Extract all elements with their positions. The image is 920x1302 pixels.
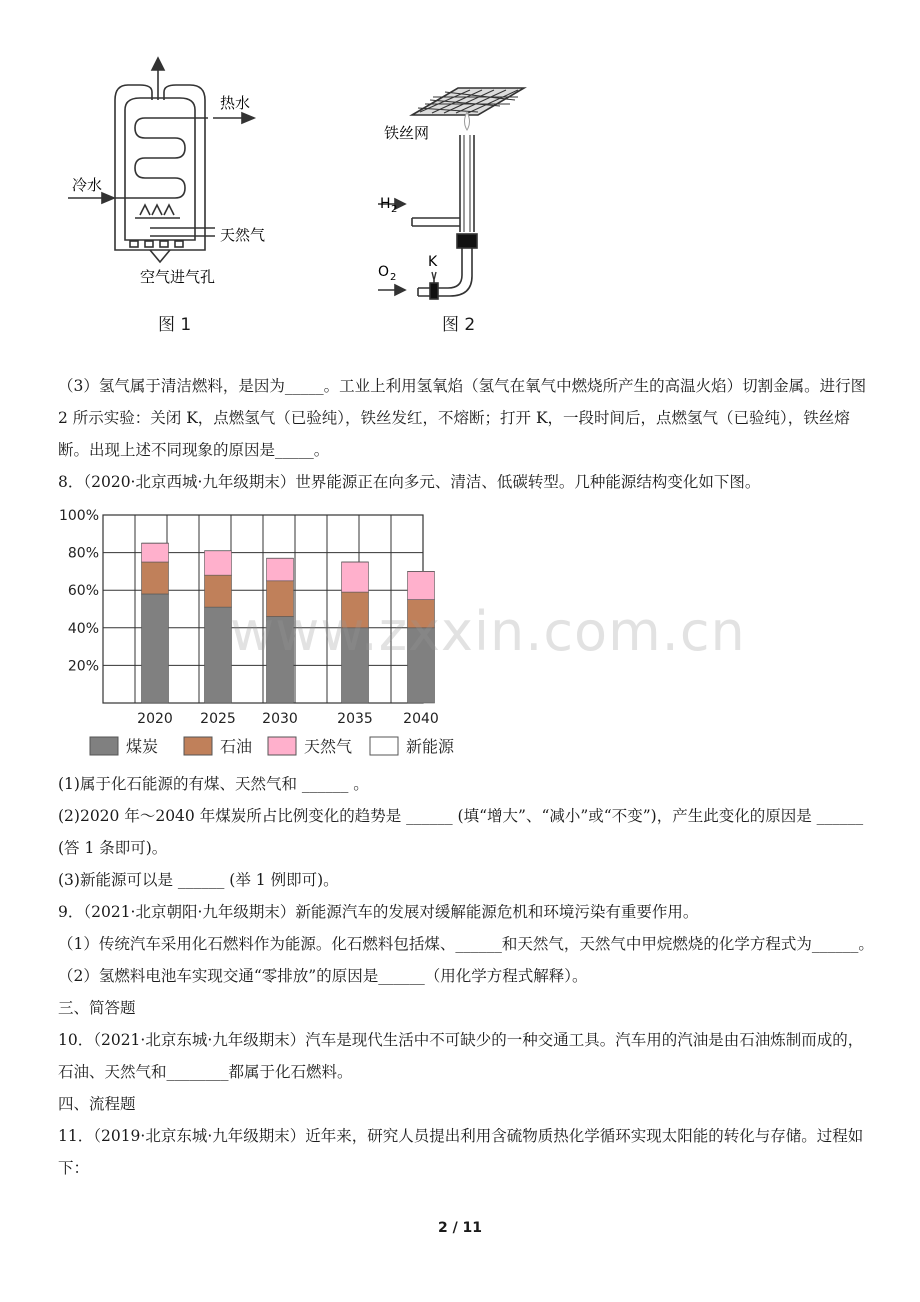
air-inlet-label: 空气进气孔 <box>140 268 216 286</box>
wire-mesh-label: 铁丝网 <box>384 124 430 142</box>
question-block-bottom <box>58 768 878 1184</box>
page-number: 2 / 11 <box>437 1220 483 1236</box>
bar-segment-2035 <box>342 592 369 628</box>
legend-label: 天然气 <box>304 737 353 756</box>
y-tick-label: 80% <box>67 545 99 562</box>
bar-segment-2025 <box>205 575 232 607</box>
y-tick-label: 60% <box>67 583 99 600</box>
apparatus-svg <box>0 0 920 345</box>
h2-label: H <box>380 196 391 212</box>
energy-structure-chart <box>58 500 478 765</box>
question-block-top <box>58 370 878 498</box>
cold-water-label: 冷水 <box>72 176 103 194</box>
figure-2-caption: 图 2 <box>442 315 476 335</box>
legend-label: 煤炭 <box>126 737 159 756</box>
x-tick-label: 2035 <box>337 711 373 727</box>
bar-segment-2020 <box>142 594 169 703</box>
question-8-part-3: (3)新能源可以是 ______ (举 1 例即可)。 <box>58 871 339 889</box>
bar-segment-2040 <box>408 571 435 599</box>
question-11: 11．（2019·北京东城·九年级期末）近年来，研究人员提出利用含硫物质热化学循环实现太阳能的转化与存储。过程如下： <box>58 1127 864 1177</box>
natural-gas-label: 天然气 <box>220 226 266 244</box>
legend-swatch <box>370 737 398 755</box>
x-tick-label: 2040 <box>403 711 439 727</box>
y-tick-label: 20% <box>67 658 99 675</box>
question-10: 10．（2021·北京东城·九年级期末）汽车是现代生活中不可缺少的一种交通工具。汽车用的汽油是由石油炼制而成的，石油、天然气和________都属于化石燃料。 <box>58 1031 864 1081</box>
question-8-part-1: (1)属于化石能源的有煤、天然气和 ______ 。 <box>58 775 369 793</box>
section-4-heading: 四、流程题 <box>58 1095 136 1113</box>
legend-swatch <box>90 737 118 755</box>
hydrogen-flame-diagram <box>378 88 524 299</box>
section-3-heading: 三、简答题 <box>58 999 136 1017</box>
bar-segment-2025 <box>205 551 232 575</box>
y-tick-label: 40% <box>67 620 99 637</box>
apparatus-figures <box>0 0 920 345</box>
legend-label: 石油 <box>220 737 253 756</box>
bar-segment-2030 <box>267 617 294 703</box>
figure-1-caption: 图 1 <box>158 315 192 335</box>
question-9-part-2: （2）氢燃料电池车实现交通“零排放”的原因是______（用化学方程式解释）。 <box>58 967 588 985</box>
question-8: 8．（2020·北京西城·九年级期末）世界能源正在向多元、清洁、低碳转型。几种能源结构变化如下图。 <box>58 473 761 491</box>
question-8-part-2: (2)2020 年～2040 年煤炭所占比例变化的趋势是 ______ (填“增大”、“减小”或“不变”)，产生此变化的原因是 ______ (答 1 条即可)。 <box>58 807 864 857</box>
o2-label: O <box>378 264 390 280</box>
bar-segment-2030 <box>267 558 294 581</box>
bar-segment-2040 <box>408 628 435 703</box>
h2-subscript: 2 <box>391 204 398 215</box>
question-7-part-3: （3）氢气属于清洁燃料，是因为_____。工业上利用氢氧焰（氢气在氧气中燃烧所产生的高温火焰）切割金属。进行图 2 所示实验：关闭 K，点燃氢气（已验纯），铁丝发红，不熔断；打开 K，一段时间后，点燃氢气（已验纯），铁丝熔断。出现上述不同现象的原因是_____。 <box>58 377 867 459</box>
bar-segment-2025 <box>205 607 232 703</box>
bar-segment-2035 <box>342 562 369 592</box>
bar-segment-2020 <box>142 562 169 594</box>
legend-swatch <box>184 737 212 755</box>
question-9: 9．（2021·北京朝阳·九年级期末）新能源汽车的发展对缓解能源危机和环境污染有重要作用。 <box>58 903 699 921</box>
legend-label: 新能源 <box>406 737 455 756</box>
bar-segment-2030 <box>267 581 294 617</box>
x-tick-label: 2030 <box>262 711 298 727</box>
x-tick-label: 2020 <box>137 711 173 727</box>
bar-segment-2020 <box>142 543 169 562</box>
bar-segment-2035 <box>342 628 369 703</box>
question-9-part-1: （1）传统汽车采用化石燃料作为能源。化石燃料包括煤、______和天然气，天然气中甲烷燃烧的化学方程式为______。 <box>58 935 874 953</box>
legend-swatch <box>268 737 296 755</box>
bar-segment-2040 <box>408 600 435 628</box>
energy-chart-svg <box>58 500 478 765</box>
y-tick-label: 100% <box>58 508 99 524</box>
hot-water-label: 热水 <box>220 94 251 112</box>
x-tick-label: 2025 <box>200 711 236 727</box>
o2-subscript: 2 <box>390 272 397 283</box>
watermark: www.zxxin.com.cn <box>230 600 746 663</box>
valve-k-label: K <box>428 254 438 270</box>
